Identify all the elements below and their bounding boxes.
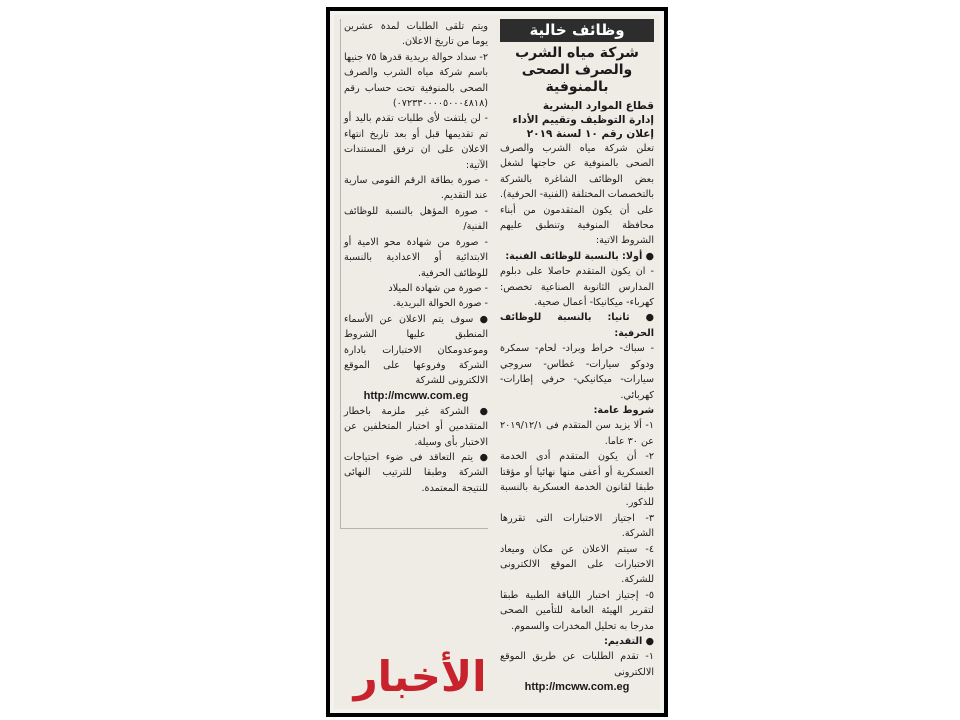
right-column [500,19,654,703]
paragraph: - ان يكون المتقدم حاصلا على دبلوم المدارس الثانوية الصناعية تخصص: كهرباء- ميكانيكا- أعمال صحية. [500,266,654,309]
paragraph: ٤- سيتم الاعلان عن مكان وميعاد الاختبارات على الموقع الالكترونى للشركة. [500,543,654,586]
al-akhbar-logo [344,639,496,709]
paragraph: ● الشركة غير ملزمة باخطار المتقدمين أو اختبار المتخلفين عن الاختبار بأى وسيلة. [344,405,488,448]
clipping-frame [327,8,667,716]
paragraph: ٢- سداد حوالة بريدية قدرها ٧٥ جنيها باسم شركة مياه الشرب والصرف الصحى بالمنوفية تحت حساب رقم (٠٧٢٣٣٠٠٠٠٥٠٠٠٤٨١٨) [344,51,489,110]
paragraph: - صورة بطاقة الرقم القومى سارية عند التقديم. [344,175,488,202]
dept-line: قطاع الموارد البشرية [542,100,654,112]
paragraph: - صورة المؤهل بالنسبة للوظائف الفنية/ [344,205,488,233]
website-url: http://mcww.com.eg [524,681,630,694]
paragraph: - صورة من شهادة الميلاد [388,282,488,294]
paragraph: ٢- أن يكون المتقدم أدى الخدمة العسكرية أو أعفى منها نهائيا أو مؤقتا طبقا لقانون الخدمة العسكرية بالنسبة للذكور. [500,451,654,509]
newspaper-clipping [334,15,660,709]
paragraph: - سباك- خراط وبراد- لحام- سمكرة ودوكو سيارات- غطاس- سروجي سيارات- ميكانيكي- حرفي إطارات- كهربائي. [500,343,654,401]
ad-number: إعلان رقم ١٠ لسنة ٢٠١٩ [526,128,654,140]
section-heading: شروط عامة: [593,404,654,416]
paragraph: - لن يلتفت لأى طلبات تقدم باليد أو تم تقديمها قبل أو بعد تاريخ انتهاء الاعلان على ان ترفق المستندات الآتية: [344,113,488,171]
dept-line: إدارة التوظيف وتقييم الأداء [512,114,654,126]
paragraph: - صورة الحوالة البريدية. [392,298,488,310]
paragraph: تعلن شركة مياه الشرب والصرف الصحى بالمنوفية عن حاجتها لشغل بعض الوظائف الشاغرة بالشركة بالتخصصات المختلفة (الفنية- الحرفية). على أن يكون المتقدمون من أبناء محافظة المنوفية وتنطبق عليهم الشروط الاتية: [500,143,654,247]
website-url: http://mcww.com.eg [363,389,469,402]
jobs-banner: وظائف خالية [500,19,654,42]
paragraph: ويتم تلقى الطلبات لمدة عشرين يوما من تاريخ الاعلان. [344,21,488,48]
left-column [340,19,488,529]
logo-text: الأخبار [353,652,487,701]
paragraph: - صورة من شهادة محو الامية أو الابتدائية أو الاعدادية بالنسبة للوظائف الحرفية. [344,236,488,279]
section-heading: ● ثانيا: بالنسبة للوظائف الحرفية: [500,312,654,339]
section-heading: ● أولا: بالنسبة للوظائف الفنية: [505,250,654,262]
paragraph: ● يتم التعاقد فى ضوء احتياجات الشركة وطبقا للترتيب النهائى للنتيجة المعتمدة. [344,451,488,494]
paragraph: ١- تقدم الطلبات عن طريق الموقع الالكترونى [500,651,654,678]
company-name: شركة مياه الشرب والصرف الصحى بالمنوفية [515,45,639,95]
paragraph: ٥- إجتياز اختبار اللياقة الطبية طبقا لتقرير الهيئة العامة للتأمين الصحى مدرجا به تحليل المخدرات والسموم. [500,589,654,632]
paragraph: ١- ألا يزيد سن المتقدم فى ٢٠١٩/١٢/١ عن ٣٠ عاما. [500,420,654,447]
paragraph: ● سوف يتم الاعلان عن الأسماء المنطبق عليها الشروط وموعدومكان الاختبارات بادارة الشركة وفروعها على الموقع الالكترونى للشركة [344,313,488,387]
section-heading: ● التقديم: [604,636,654,647]
paragraph: ٣- اجتياز الاختبارات التى تقررها الشركة. [500,512,654,540]
